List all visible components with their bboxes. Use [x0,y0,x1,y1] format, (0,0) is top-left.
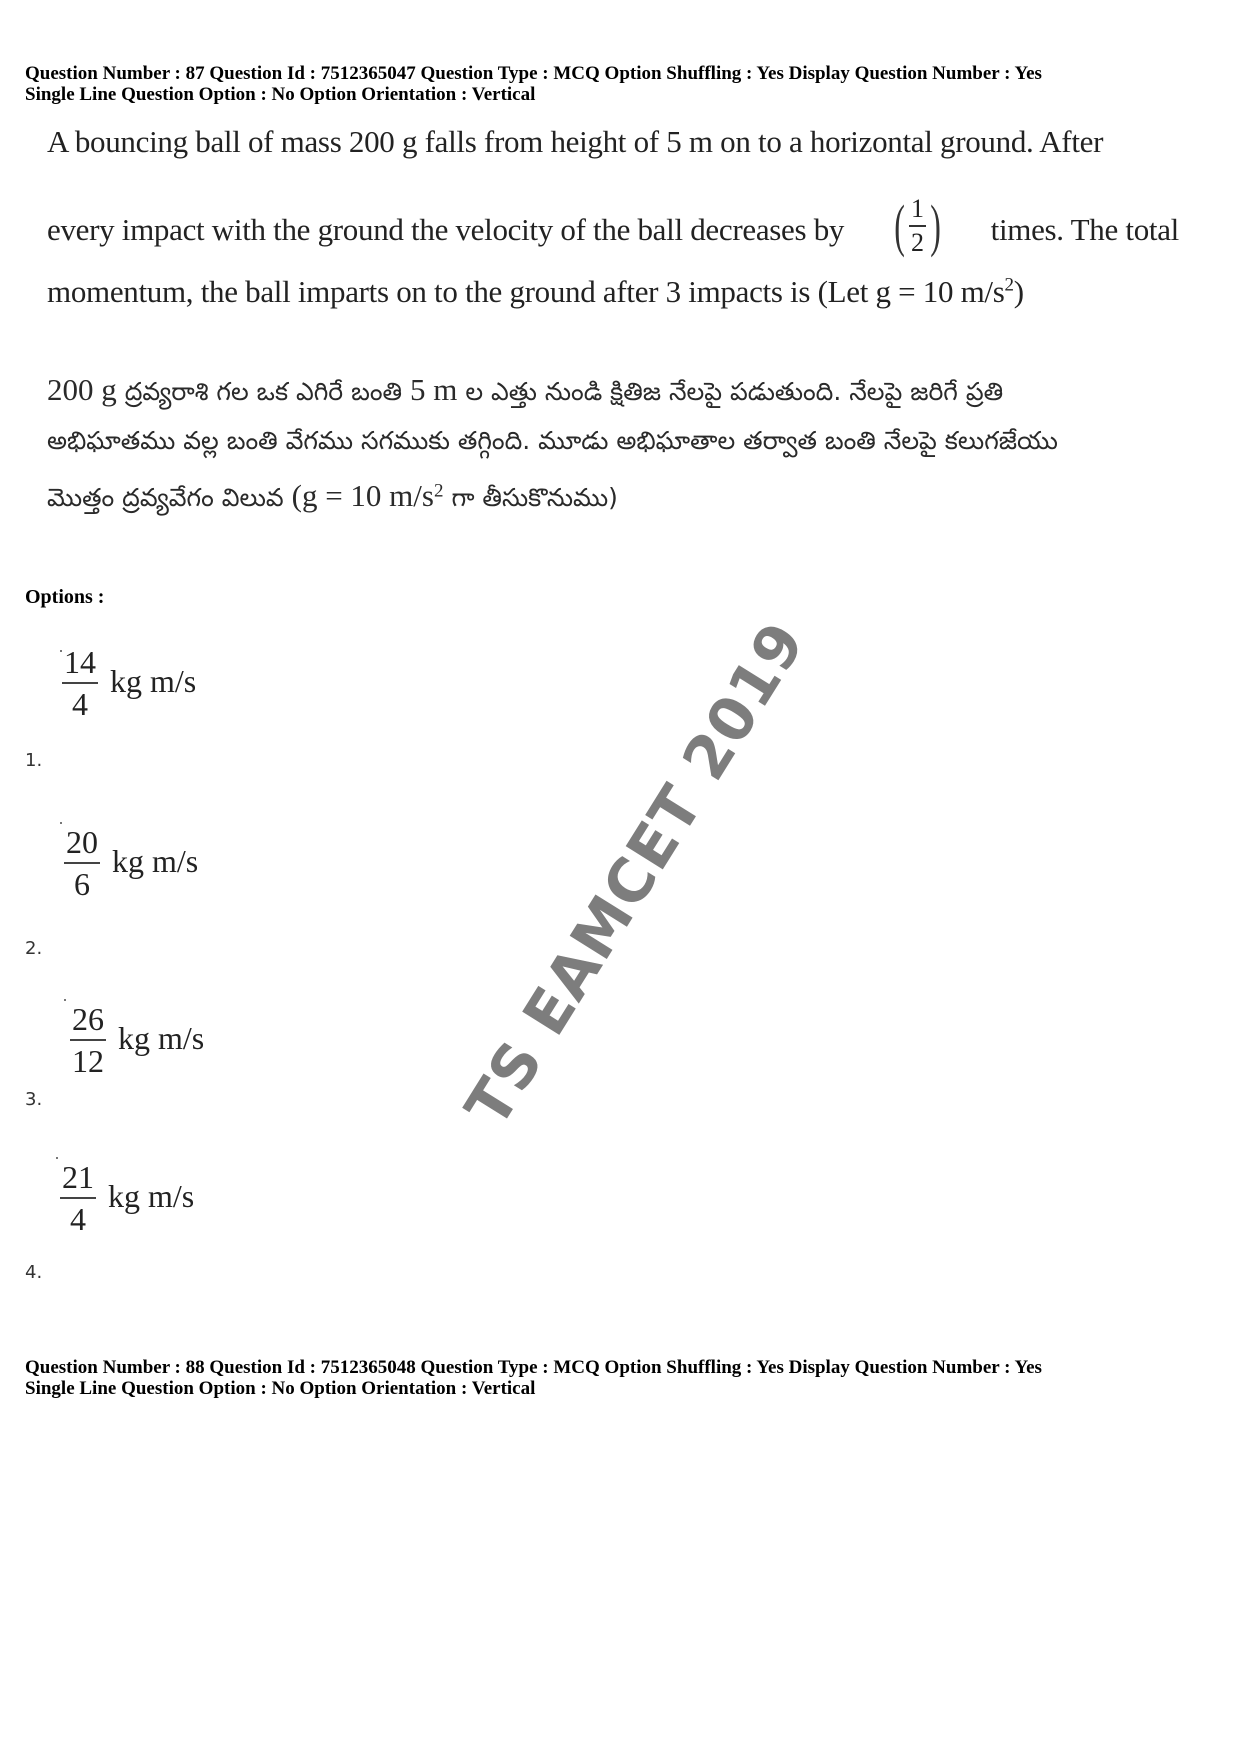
superscript-2: 2 [1004,274,1014,296]
option-4-fraction: $\frac{21}{4}$ [62,1159,94,1237]
half-numerator: 1 [911,194,924,223]
question-88-meta-line2: Single Line Question Option : No Option Orientation : Vertical [25,1378,536,1399]
options-label: Options : [25,586,105,608]
english-line-3: momentum, the ball imparts on to the ground after 3 impacts is (Let g = 10 $m/s^2$) [47,274,1024,309]
telugu-line-1: 200 g ద్రవ్యరాశి గల ఒక ఎగిరే బంతి 5 m ల ఎత్తు నుండి క్షితిజ నేలపై పడుతుంది. నేలపై జరిగే ప్రతి [47,372,1004,407]
question-88-metadata [25,1357,1042,1399]
english-line-2 [47,193,1179,260]
option-1-unit: kg m/s [110,662,197,699]
fraction-bar [909,225,926,227]
option-3-number: 3. [25,1089,43,1110]
option-3-unit: kg m/s [118,1019,205,1056]
option-1-number: 1. [25,750,43,771]
option-1-fraction: $\frac{14}{4}$ [64,644,96,722]
english-line-2-before: every impact with the ground the velocity of the ball decreases by [47,212,845,247]
right-parenthesis: ) [930,193,941,258]
question-87-meta-line1: Question Number : 87 Question Id : 7512365047 Question Type : MCQ Option Shuffling : Yes Display Question Number : Yes [25,63,1042,84]
option-2-unit: kg m/s [112,842,199,879]
option-4-number: 4. [25,1262,43,1283]
option-2-fraction: $\frac{20}{6}$ [66,824,98,902]
telugu-line-2: అభిఘాతము వల్ల బంతి వేగము సగముకు తగ్గింది. మూడు అభిఘాతాల తర్వాత బంతి నేలపై కలుగజేయు [47,426,1058,455]
left-parenthesis: ( [894,193,905,258]
half-denominator: 2 [911,228,924,257]
option-4-unit: kg m/s [108,1177,195,1214]
option-3-fraction: $\frac{26}{12}$ [72,1001,104,1079]
question-88-meta-line1: Question Number : 88 Question Id : 7512365048 Question Type : MCQ Option Shuffling : Yes Display Question Number : Yes [25,1357,1042,1378]
option-2-number: 2. [25,938,43,959]
half-fraction [890,193,945,258]
watermark: TS EAMCET 2019 [452,610,820,1140]
english-line-2-after: times. The total [990,212,1179,247]
telugu-line-3: మొత్తం ద్రవ్యవేగం విలువ (g = 10 $m/s^2$ గా తీసుకొనుము) [47,478,618,513]
english-line-1: A bouncing ball of mass 200 g falls from height of 5 m on to a horizontal ground. After [47,124,1104,159]
question-87-metadata [25,63,1042,105]
question-87-meta-line2: Single Line Question Option : No Option Orientation : Vertical [25,84,536,105]
